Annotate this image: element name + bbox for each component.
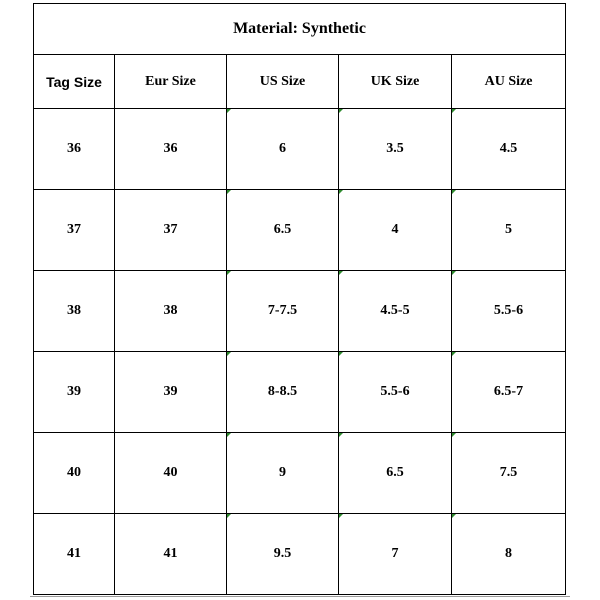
cell-tag-size: 40 (34, 433, 115, 514)
cell-tag-size: 37 (34, 190, 115, 271)
cell-uk-size: 6.5 (339, 433, 452, 514)
cell-tag-size: 38 (34, 271, 115, 352)
cell-eur-size: 38 (115, 271, 227, 352)
cell-uk-size: 7 (339, 514, 452, 595)
header-eur-size: Eur Size (115, 55, 227, 109)
cell-au-size: 8 (452, 514, 566, 595)
cell-eur-size: 41 (115, 514, 227, 595)
cell-eur-size: 36 (115, 109, 227, 190)
cell-us-size: 7-7.5 (227, 271, 339, 352)
size-table (33, 3, 566, 595)
size-chart (33, 3, 565, 594)
table-title: Material: Synthetic (34, 4, 566, 55)
title-row (34, 4, 566, 55)
table-row (34, 352, 566, 433)
table-row (34, 109, 566, 190)
cell-us-size: 6.5 (227, 190, 339, 271)
cell-us-size: 6 (227, 109, 339, 190)
header-row (34, 55, 566, 109)
cell-tag-size: 41 (34, 514, 115, 595)
header-uk-size: UK Size (339, 55, 452, 109)
cell-eur-size: 37 (115, 190, 227, 271)
header-us-size: US Size (227, 55, 339, 109)
cell-uk-size: 3.5 (339, 109, 452, 190)
table-row (34, 514, 566, 595)
table-row (34, 433, 566, 514)
cell-au-size: 5 (452, 190, 566, 271)
bottom-divider (30, 596, 570, 597)
cell-au-size: 4.5 (452, 109, 566, 190)
cell-au-size: 5.5-6 (452, 271, 566, 352)
header-tag-size: Tag Size (34, 55, 115, 109)
cell-eur-size: 40 (115, 433, 227, 514)
header-au-size: AU Size (452, 55, 566, 109)
cell-tag-size: 36 (34, 109, 115, 190)
cell-us-size: 8-8.5 (227, 352, 339, 433)
cell-uk-size: 4 (339, 190, 452, 271)
cell-uk-size: 4.5-5 (339, 271, 452, 352)
table-row (34, 271, 566, 352)
cell-us-size: 9 (227, 433, 339, 514)
cell-au-size: 6.5-7 (452, 352, 566, 433)
table-row (34, 190, 566, 271)
cell-uk-size: 5.5-6 (339, 352, 452, 433)
cell-eur-size: 39 (115, 352, 227, 433)
cell-tag-size: 39 (34, 352, 115, 433)
cell-au-size: 7.5 (452, 433, 566, 514)
cell-us-size: 9.5 (227, 514, 339, 595)
